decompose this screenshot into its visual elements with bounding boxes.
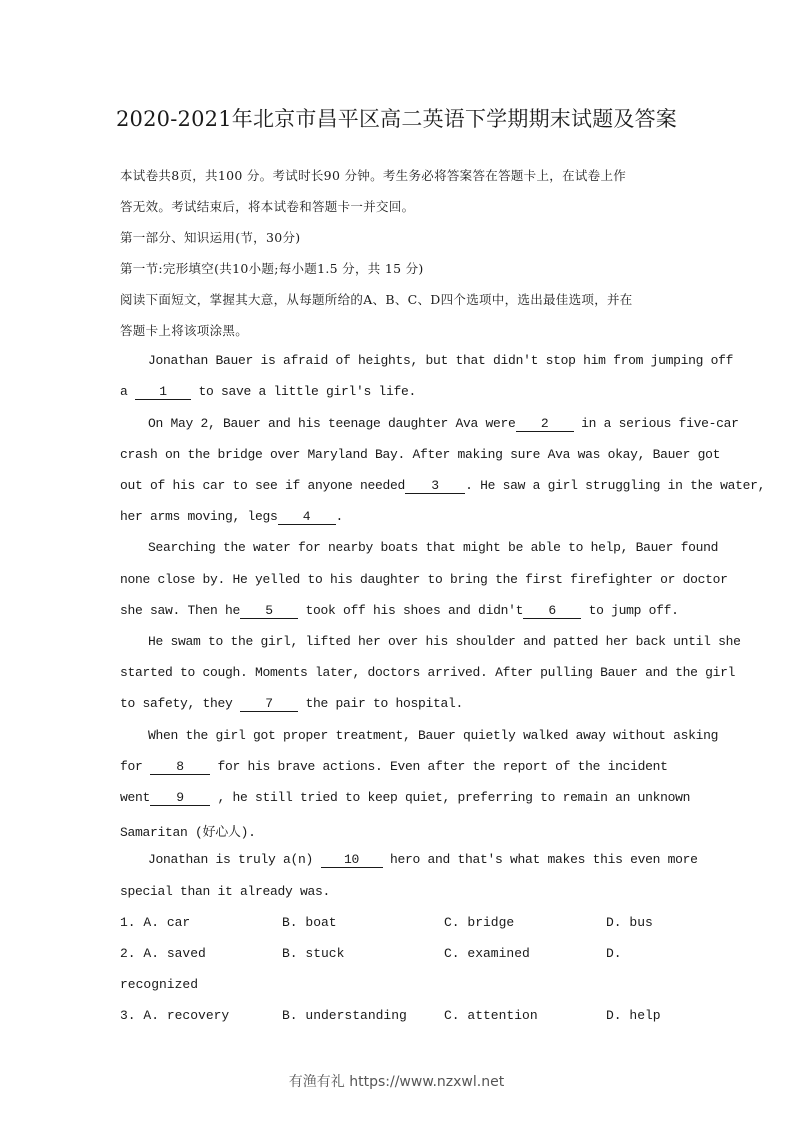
option-b: B. stuck [282, 946, 345, 961]
blank-8: 8 [150, 760, 210, 775]
text: Jonathan Bauer is afraid of heights, but that didn't stop him from jumping off [148, 353, 734, 368]
question-1 [120, 915, 190, 930]
blank-3: 3 [405, 479, 465, 494]
option-c: C. attention [444, 1008, 538, 1023]
page-title: 2020-2021年北京市昌平区高二英语下学期期末试题及答案 [116, 107, 677, 131]
blank-7: 7 [240, 697, 298, 712]
section-heading: 第一节:完形填空(共10小题;每小题1.5 分，共 15 分) [120, 261, 424, 276]
option-a: A. saved [143, 946, 206, 961]
passage-line [120, 759, 676, 775]
passage-line [120, 384, 676, 400]
option-b: B. boat [282, 915, 337, 930]
instructions-line-1: 本试卷共8页，共100 分。考试时长90 分钟。考生务必将答案答在答题卡上，在试卷上作 [120, 168, 627, 183]
option-d: D. help [606, 1008, 661, 1023]
blank-6: 6 [523, 604, 581, 619]
question-number: 1. [120, 915, 136, 930]
passage-line: Searching the water for nearby boats that might be able to help, Bauer found [148, 540, 719, 555]
text: Jonathan is truly a(n) [148, 852, 321, 867]
text: hero and that's what makes this even more [382, 852, 698, 867]
reading-instructions-1: 阅读下面短文，掌握其大意，从每题所给的A、B、C、D四个选项中，选出最佳选项，并在 [120, 292, 633, 307]
text: . [335, 509, 344, 524]
passage-line [120, 509, 676, 525]
passage-line [120, 790, 691, 806]
passage-line: Samaritan (好心人). [120, 825, 256, 840]
passage-line [120, 603, 679, 619]
text: she saw. Then he [120, 603, 241, 618]
text: in a serious five-car [573, 416, 739, 431]
text: her arms moving, legs [120, 509, 278, 524]
reading-instructions-2: 答题卡上将该项涂黑。 [120, 323, 249, 338]
blank-10: 10 [321, 853, 383, 868]
part-heading: 第一部分、知识运用(节，30分) [120, 230, 301, 245]
text: to safety, they [120, 696, 241, 711]
option-d-wrapped: recognized [120, 977, 199, 992]
blank-1: 1 [135, 385, 191, 400]
option-a: A. car [143, 915, 191, 930]
blank-4: 4 [278, 510, 336, 525]
passage-line [120, 416, 739, 432]
passage-line: He swam to the girl, lifted her over his shoulder and patted her back until she [148, 634, 741, 649]
text: took off his shoes and didn't [298, 603, 524, 618]
option-b: B. understanding [282, 1008, 407, 1023]
passage-line [120, 696, 676, 712]
question-number: 3. [120, 1008, 136, 1023]
text: . He saw a girl struggling in the water, [465, 478, 766, 493]
option-a: A. recovery [143, 1008, 230, 1023]
text: a [120, 384, 136, 399]
question-2 [120, 946, 206, 961]
text: out of his car to see if anyone needed [120, 478, 406, 493]
blank-9: 9 [150, 791, 210, 806]
passage-line: none close by. He yelled to his daughter to bring the first firefighter or doctor [120, 572, 728, 587]
text: the pair to hospital. [298, 696, 464, 711]
passage-line [120, 478, 766, 494]
text: went [120, 790, 151, 805]
blank-5: 5 [240, 604, 298, 619]
text: to jump off. [581, 603, 679, 618]
text: to save a little girl's life. [191, 384, 417, 399]
text: , he still tried to keep quiet, preferring to remain an unknown [210, 790, 691, 805]
text: On May 2, Bauer and his teenage daughter Ava were [148, 416, 516, 431]
option-d: D. bus [606, 915, 653, 930]
passage-line [120, 852, 704, 868]
option-c: C. bridge [444, 915, 515, 930]
question-number: 2. [120, 946, 136, 961]
passage-line: crash on the bridge over Maryland Bay. After making sure Ava was okay, Bauer got [120, 447, 721, 462]
passage-line: started to cough. Moments later, doctors arrived. After pulling Bauer and the girl [120, 665, 736, 680]
passage-line [120, 353, 734, 368]
blank-2: 2 [516, 417, 574, 432]
passage-line: special than it already was. [120, 884, 331, 899]
option-c: C. examined [444, 946, 530, 961]
text: for his brave actions. Even after the report of the incident [210, 759, 668, 774]
passage-line: When the girl got proper treatment, Bauer quietly walked away without asking [148, 728, 719, 743]
instructions-line-2: 答无效。考试结束后，将本试卷和答题卡一并交回。 [120, 199, 415, 214]
question-3 [120, 1008, 229, 1023]
option-d: D. [606, 946, 622, 961]
text: for [120, 759, 151, 774]
footer-watermark: 有渔有礼 https://www.nzxwl.net [288, 1074, 505, 1090]
